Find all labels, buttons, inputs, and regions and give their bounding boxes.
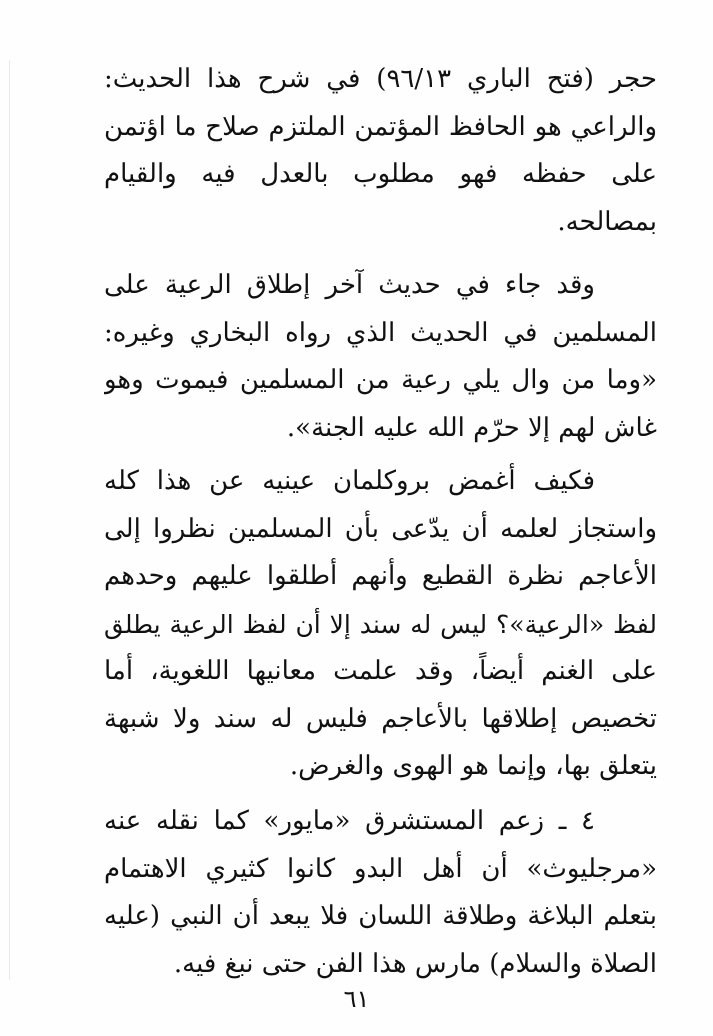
text-line: غاش لهم إلا حرّم الله عليه الجنة». <box>286 412 657 443</box>
text-line: على حفظه فهو مطلوب بالعدل فيه والقيام <box>104 159 657 189</box>
text-line: وقد جاء في حديث آخر إطلاق الرعية على <box>104 270 595 300</box>
text-line: يتعلق بها، وإنما هو الهوى والغرض. <box>289 751 657 781</box>
paragraph-3 <box>104 458 657 791</box>
text-line: بتعلم البلاغة وطلاقة اللسان فلا يبعد أن النبي (عليه <box>104 901 657 931</box>
page-edge-shadow <box>9 60 10 980</box>
paragraph-4 <box>104 798 657 988</box>
text-line: ٤ ـ زعم المستشرق «مايور» كما نقله عنه <box>104 806 595 836</box>
text-line: تخصيص إطلاقها بالأعاجم فليس له سند ولا شبهة <box>104 703 657 734</box>
paragraph-1 <box>104 56 657 246</box>
text-line: الأعاجم نظرة القطيع وأنهم أطلقوا عليهم وحدهم <box>104 561 657 591</box>
text-line: «مرجليوث» أن أهل البدو كانوا كثيري الاهتمام <box>104 853 657 884</box>
text-line: «وما من وال يلي رعية من المسلمين فيموت وهو <box>104 365 657 395</box>
text-line: واستجاز لعلمه أن يدّعى بأن المسلمين نظروا إلى <box>104 513 657 544</box>
text-line: لفظ «الرعية»؟ ليس له سند إلا أن لفظ الرعية يطلق <box>104 609 657 639</box>
text-line: المسلمين في الحديث الذي رواه البخاري وغيره: <box>104 317 657 348</box>
text-line: والراعي هو الحافظ المؤتمن الملتزم صلاح ما اؤتمن <box>104 111 657 142</box>
paragraph-2 <box>104 262 657 452</box>
text-line: حجر (فتح الباري ٩٦/١٣) في شرح هذا الحديث: <box>104 64 657 94</box>
text-line: بمصالحه. <box>557 206 657 237</box>
page-number: ٦١ <box>343 985 370 1013</box>
text-line: على الغنم أيضاً، وقد علمت معانيها اللغوية، أما <box>104 656 657 686</box>
text-line: فكيف أغمض بروكلمان عينيه عن هذا كله <box>104 466 595 496</box>
text-line: الصلاة والسلام) مارس هذا الفن حتى نبغ فيه. <box>173 948 657 979</box>
